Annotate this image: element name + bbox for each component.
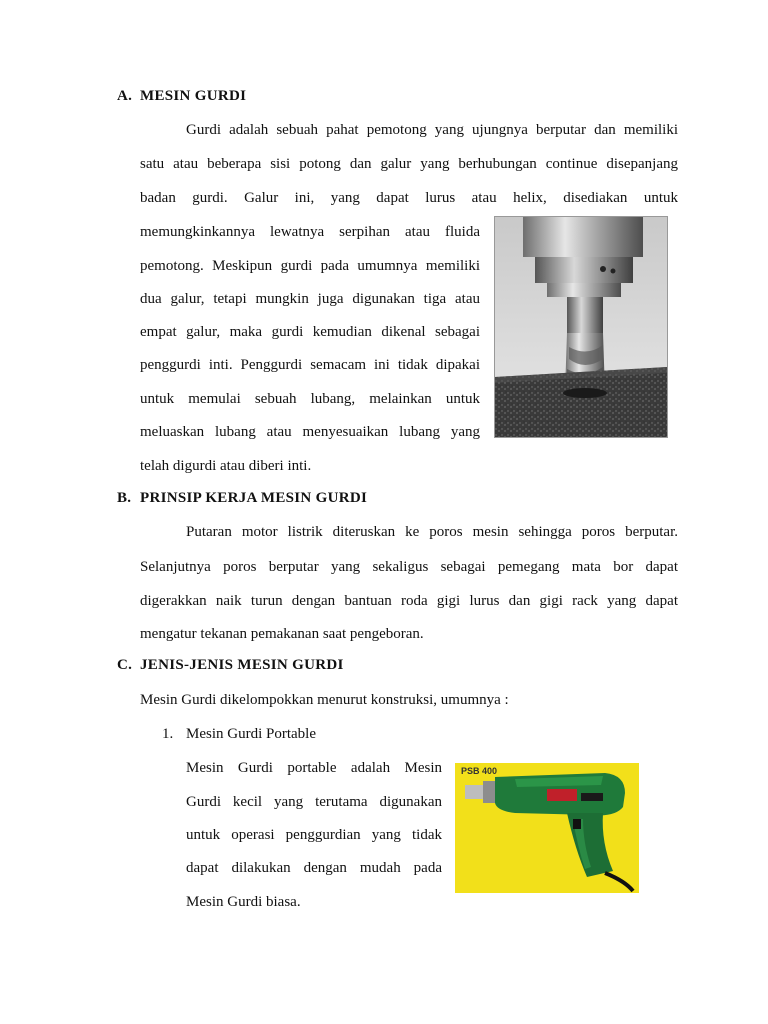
section-b-line-1: Putaran motor listrik diteruskan ke poros mesin sehingga poros berputar. [186, 524, 678, 540]
section-b-line-2: Selanjutnya poros berputar yang sekaligus sebagai pemegang mata bor dapat [140, 559, 678, 575]
section-a-heading [117, 88, 246, 105]
list-item-1-line-5: Mesin Gurdi biasa. [186, 894, 301, 910]
section-a-line-6: dua galur, tetapi mungkin juga digunakan tiga atau [140, 291, 480, 307]
section-a-line-11: telah digurdi atau diberi inti. [140, 458, 312, 474]
list-item-1-line-2: Gurdi kecil yang terutama digunakan [186, 794, 442, 810]
section-a-line-5: pemotong. Meskipun gurdi pada umumnya memiliki [140, 258, 480, 274]
section-a-title: MESIN GURDI [140, 88, 247, 104]
section-b-number: B. [117, 490, 132, 506]
section-b-line-4: mengatur tekanan pemakanan saat pengeboran. [140, 626, 424, 642]
list-item-1-line-1: Mesin Gurdi portable adalah Mesin [186, 760, 442, 776]
section-c-intro: Mesin Gurdi dikelompokkan menurut konstruksi, umumnya : [140, 692, 509, 708]
list-item-1-line-3: untuk operasi penggurdian yang tidak [186, 827, 442, 843]
section-a-line-4: memungkinkannya lewatnya serpihan atau fluida [140, 224, 480, 240]
section-b-line-3: digerakkan naik turun dengan bantuan roda gigi lurus dan gigi rack yang dapat [140, 593, 678, 609]
section-c-number: C. [117, 657, 133, 673]
drill-bit-photo [494, 216, 668, 438]
section-b-title: PRINSIP KERJA MESIN GURDI [140, 490, 368, 506]
list-item-1-title: Mesin Gurdi Portable [186, 726, 316, 742]
section-a-line-10: meluaskan lubang atau menyesuaikan lubang yang [140, 424, 480, 440]
section-c-title: JENIS-JENIS MESIN GURDI [140, 657, 344, 673]
section-a-number: A. [117, 88, 133, 104]
list-item-1-number: 1. [162, 726, 174, 742]
section-a-line-7: empat galur, maka gurdi kemudian dikenal sebagai [140, 324, 480, 340]
section-b-heading [117, 490, 367, 507]
portable-drill-photo [455, 763, 639, 893]
section-c-heading [117, 657, 344, 674]
section-a-line-3: badan gurdi. Galur ini, yang dapat lurus atau helix, disediakan untuk [140, 190, 678, 206]
drill-model-label: PSB 400 [461, 766, 498, 776]
section-a-line-1: Gurdi adalah sebuah pahat pemotong yang ujungnya berputar dan memiliki [186, 122, 678, 138]
section-a-line-8: penggurdi inti. Penggurdi semacam ini tidak dipakai [140, 357, 480, 373]
list-item-1-line-4: dapat dilakukan dengan mudah pada [186, 860, 442, 876]
section-a-line-2: satu atau beberapa sisi potong dan galur yang berhubungan continue disepanjang [140, 156, 678, 172]
section-a-line-9: untuk memulai sebuah lubang, melainkan untuk [140, 391, 480, 407]
